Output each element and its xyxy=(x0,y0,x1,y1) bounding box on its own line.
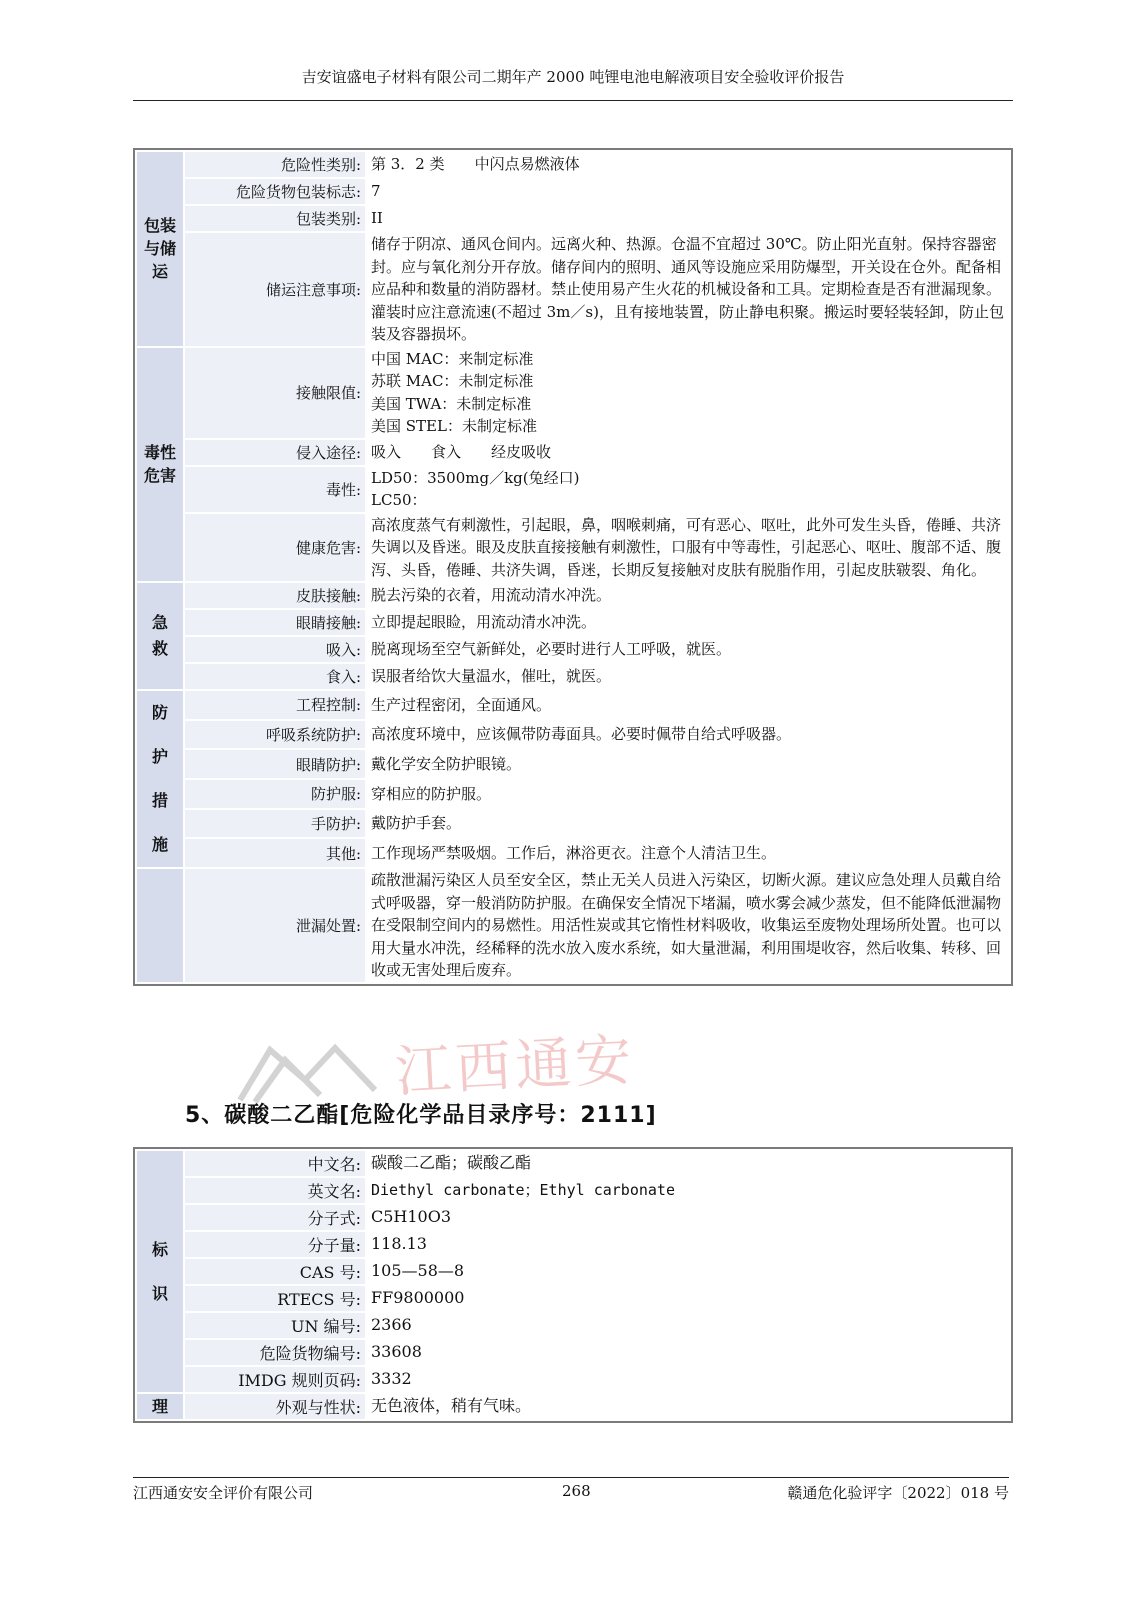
watermark-text: 江西通安 xyxy=(393,1027,637,1106)
row-label: 防护服: xyxy=(185,780,365,808)
row-value: 误服者给饮大量温水，催吐，就医。 xyxy=(367,664,1009,689)
table-row xyxy=(137,610,1009,635)
table-row xyxy=(137,1313,1009,1338)
row-value: 33608 xyxy=(367,1340,1009,1365)
table-row xyxy=(137,750,1009,778)
table-row xyxy=(137,467,1009,512)
page-header-title: 吉安谊盛电子材料有限公司二期年产 2000 吨锂电池电解液项目安全验收评价报告 xyxy=(301,68,845,86)
section-heading: 5、碳酸二乙酯[危险化学品目录序号：2111] xyxy=(185,1103,657,1128)
row-value: 7 xyxy=(367,179,1009,204)
row-value: Diethyl carbonate；Ethyl carbonate xyxy=(367,1178,1009,1203)
category-physical: 理 xyxy=(137,1394,183,1419)
row-label: 其他: xyxy=(185,839,365,867)
table-row xyxy=(137,583,1009,608)
row-value: 储存于阴凉、通风仓间内。远离火种、热源。仓温不宜超过 30℃。防止阳光直射。保持容器密封。应与氧化剂分开存放。储存间内的照明、通风等设施应采用防爆型，开关设在仓外。配备相应品种和数量的消防器材。禁止使用易产生火花的机械设备和工具。定期检查是否有泄漏现象。灌装时应注意流速(不超过 3m／s)，且有接地装置，防止静电积聚。搬运时要轻装轻卸，防止包装及容器损坏。 xyxy=(367,233,1009,346)
row-label: 英文名: xyxy=(185,1178,365,1203)
table-row xyxy=(137,1394,1009,1419)
row-label: 外观与性状: xyxy=(185,1394,365,1419)
row-label: 皮肤接触: xyxy=(185,583,365,608)
row-label: 工程控制: xyxy=(185,691,365,719)
table-row xyxy=(137,348,1009,438)
row-label: 危险货物编号: xyxy=(185,1340,365,1365)
table-row xyxy=(137,152,1009,177)
row-label: 食入: xyxy=(185,664,365,689)
row-label: 危险性类别: xyxy=(185,152,365,177)
row-value: 2366 xyxy=(367,1313,1009,1338)
table-row xyxy=(137,664,1009,689)
row-label: 眼睛防护: xyxy=(185,750,365,778)
table-row xyxy=(137,179,1009,204)
table-row xyxy=(137,1367,1009,1392)
row-label: IMDG 规则页码: xyxy=(185,1367,365,1392)
row-label: 毒性: xyxy=(185,467,365,512)
row-value: 立即提起眼睑，用流动清水冲洗。 xyxy=(367,610,1009,635)
row-label: 手防护: xyxy=(185,810,365,838)
row-label: 接触限值: xyxy=(185,348,365,438)
category-identification: 标识 xyxy=(137,1151,183,1392)
row-value: 脱离现场至空气新鲜处，必要时进行人工呼吸，就医。 xyxy=(367,637,1009,662)
footer-doc-number: 赣通危化验评字〔2022〕018 号 xyxy=(787,1484,1009,1502)
row-label: 包装类别: xyxy=(185,206,365,231)
table-row xyxy=(137,440,1009,465)
row-value: 3332 xyxy=(367,1367,1009,1392)
row-label: 侵入途径: xyxy=(185,440,365,465)
category-toxicity: 毒性危害 xyxy=(137,348,183,582)
row-label: UN 编号: xyxy=(185,1313,365,1338)
row-label: 吸入: xyxy=(185,637,365,662)
header-divider xyxy=(133,100,1013,101)
row-label: CAS 号: xyxy=(185,1259,365,1284)
row-value: 戴化学安全防护眼镜。 xyxy=(367,750,1009,778)
row-label: 眼睛接触: xyxy=(185,610,365,635)
row-value: II xyxy=(367,206,1009,231)
row-value: LD50：3500mg／kg(兔经口) LC50： xyxy=(367,467,1009,512)
row-label: RTECS 号: xyxy=(185,1286,365,1311)
row-value: FF9800000 xyxy=(367,1286,1009,1311)
row-label: 泄漏处置: xyxy=(185,869,365,982)
row-label: 中文名: xyxy=(185,1151,365,1176)
table-row xyxy=(137,1232,1009,1257)
table-row xyxy=(137,233,1009,346)
sds-table-identification xyxy=(133,1147,1013,1423)
footer-divider xyxy=(133,1477,1009,1478)
table-row xyxy=(137,780,1009,808)
table-row xyxy=(137,1286,1009,1311)
table-row xyxy=(137,839,1009,867)
row-value: 戴防护手套。 xyxy=(367,810,1009,838)
row-label: 危险货物包装标志: xyxy=(185,179,365,204)
row-value: 118.13 xyxy=(367,1232,1009,1257)
table-row xyxy=(137,810,1009,838)
row-value: 吸入 食入 经皮吸收 xyxy=(367,440,1009,465)
row-value: 第 3．2 类 中闪点易燃液体 xyxy=(367,152,1009,177)
row-value: 脱去污染的衣着，用流动清水冲洗。 xyxy=(367,583,1009,608)
row-value: 105—58—8 xyxy=(367,1259,1009,1284)
table-row xyxy=(137,1178,1009,1203)
category-first-aid: 急救 xyxy=(137,583,183,689)
sds-table-storage-toxicity xyxy=(133,148,1013,986)
row-label: 呼吸系统防护: xyxy=(185,721,365,749)
table-row xyxy=(137,1259,1009,1284)
table-row xyxy=(137,1151,1009,1176)
category-blank xyxy=(137,869,183,982)
row-value: 碳酸二乙酯；碳酸乙酯 xyxy=(367,1151,1009,1176)
row-label: 健康危害: xyxy=(185,514,365,582)
row-value: 高浓度蒸气有刺激性，引起眼，鼻，咽喉刺痛，可有恶心、呕吐，此外可发生头昏，倦睡、共济失调以及昏迷。眼及皮肤直接接触有刺激性，口服有中等毒性，引起恶心、呕吐、腹部不适、腹泻、头昏，倦睡、共济失调，昏迷，长期反复接触对皮肤有脱脂作用，引起皮肤皲裂、角化。 xyxy=(367,514,1009,582)
footer-page-number: 268 xyxy=(562,1482,591,1500)
table-row xyxy=(137,1340,1009,1365)
row-value: 中国 MAC：来制定标准 苏联 MAC：未制定标准 美国 TWA：未制定标准 美国 STEL：未制定标准 xyxy=(367,348,1009,438)
category-packaging-storage: 包装与储运 xyxy=(137,152,183,346)
table-row xyxy=(137,869,1009,982)
row-value: 穿相应的防护服。 xyxy=(367,780,1009,808)
row-value: 生产过程密闭，全面通风。 xyxy=(367,691,1009,719)
row-label: 分子式: xyxy=(185,1205,365,1230)
category-protection: 防护措施 xyxy=(137,691,183,867)
table-row xyxy=(137,691,1009,719)
footer-company: 江西通安安全评价有限公司 xyxy=(133,1484,314,1502)
row-label: 储运注意事项: xyxy=(185,233,365,346)
row-value: 疏散泄漏污染区人员至安全区，禁止无关人员进入污染区，切断火源。建议应急处理人员戴自给式呼吸器，穿一般消防防护服。在确保安全情况下堵漏，喷水雾会减少蒸发，但不能降低泄漏物在受限制空间内的易燃性。用活性炭或其它惰性材料吸收，收集运至废物处理场所处置。也可以用大量水冲洗，经稀释的洗水放入废水系统，如大量泄漏，利用围堤收容，然后收集、转移、回收或无害处理后废弃。 xyxy=(367,869,1009,982)
table-row xyxy=(137,721,1009,749)
table-row xyxy=(137,1205,1009,1230)
table-row xyxy=(137,206,1009,231)
table-row xyxy=(137,514,1009,582)
row-value: 高浓度环境中，应该佩带防毒面具。必要时佩带自给式呼吸器。 xyxy=(367,721,1009,749)
row-value: 工作现场严禁吸烟。工作后，淋浴更衣。注意个人清洁卫生。 xyxy=(367,839,1009,867)
row-value: 无色液体，稍有气味。 xyxy=(367,1394,1009,1419)
row-label: 分子量: xyxy=(185,1232,365,1257)
table-row xyxy=(137,637,1009,662)
row-value: C5H10O3 xyxy=(367,1205,1009,1230)
